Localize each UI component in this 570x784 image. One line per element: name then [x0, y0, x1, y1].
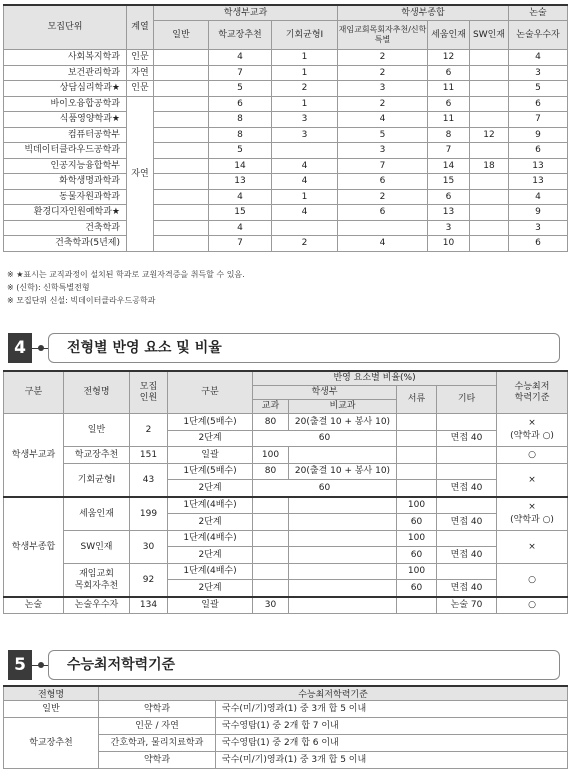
table-row [4, 189, 568, 205]
bullet-dot-icon [38, 662, 44, 668]
value: 60 [397, 547, 437, 564]
section-5-header [8, 650, 560, 680]
stage: 1단계(4배수) [168, 530, 253, 547]
min-score-table [3, 685, 568, 769]
cell-balance: 1 [272, 65, 338, 81]
value: 100 [397, 497, 437, 514]
cell-recommend: 5 [209, 143, 272, 159]
cell-sejong: 10 [428, 236, 470, 252]
cell-balance: 3 [272, 112, 338, 128]
cell-essay: 3 [509, 65, 568, 81]
header-subject: 교과 [253, 400, 289, 414]
row-refugee-name: 재임교회 목회자추천 [64, 563, 130, 597]
header-recommend: 학교장추천 [209, 21, 272, 50]
row-refugee-count: 92 [130, 563, 168, 597]
section-title: 수능최저학력기준 [48, 650, 560, 680]
stage: 2단계 [168, 430, 253, 447]
row-sejong-name: 세움인재 [64, 497, 130, 531]
cell-balance: 1 [272, 96, 338, 112]
row-recommend-name: 학교장추천 [64, 447, 130, 464]
value: 20(출결 10 + 봉사 10) [289, 414, 397, 431]
table-row [4, 205, 568, 221]
cell-balance: 4 [272, 158, 338, 174]
cell-general [154, 189, 209, 205]
value [437, 414, 497, 431]
cell-refugee: 3 [338, 81, 428, 97]
cell-balance: 3 [272, 127, 338, 143]
value: 면접 40 [437, 430, 497, 447]
cell-recommend: 4 [209, 50, 272, 66]
cell-essay: 13 [509, 174, 568, 190]
unit-name: 동물자원과학과 [4, 189, 127, 205]
cell-recommend: 8 [209, 127, 272, 143]
cell-recommend: 13 [209, 174, 272, 190]
value [397, 463, 437, 480]
cell-balance [272, 220, 338, 236]
value: 면접 40 [437, 480, 497, 497]
cell-essay: 6 [509, 96, 568, 112]
row-recommend-count: 151 [130, 447, 168, 464]
value [437, 463, 497, 480]
header-group-school: 학생부교과 [154, 5, 338, 21]
stage: 2단계 [168, 547, 253, 564]
cell-sw: 18 [470, 158, 509, 174]
row-sejong-min: × (약학과 ○) [497, 497, 568, 531]
cell-refugee: 4 [338, 236, 428, 252]
header-doc: 서류 [397, 386, 437, 414]
cell-general [154, 174, 209, 190]
header-name: 전형명 [4, 686, 99, 701]
cell-sejong: 6 [428, 65, 470, 81]
header-min: 수능최저 학력기준 [497, 371, 568, 414]
note-2: ※ (신학): 신학특별전형 [7, 283, 90, 292]
unit-name: 보건관리학과 [4, 65, 127, 81]
unit-name: 건축학과(5년제) [4, 236, 127, 252]
row-essay-name: 논술우수자 [64, 597, 130, 614]
stage: 일괄 [168, 597, 253, 614]
value [289, 530, 397, 547]
cell-sejong: 6 [428, 189, 470, 205]
cell-sw [470, 205, 509, 221]
cell-recommend: 15 [209, 205, 272, 221]
group-essay: 논술 [4, 597, 64, 614]
field: 인문 [127, 50, 154, 66]
unit-name: 환경디자인원예학과★ [4, 205, 127, 221]
cell-refugee: 6 [338, 174, 428, 190]
row-dept: 간호학과, 물리치료학과 [99, 735, 216, 752]
value [397, 447, 437, 464]
cell-sejong: 13 [428, 205, 470, 221]
cell-essay: 3 [509, 220, 568, 236]
value: 60 [253, 430, 397, 447]
field: 자연 [127, 65, 154, 81]
cell-sw [470, 174, 509, 190]
value: 면접 40 [437, 580, 497, 597]
table-row [4, 81, 568, 97]
header-group-essay: 논술 [509, 5, 568, 21]
cell-sw [470, 112, 509, 128]
value: 100 [397, 563, 437, 580]
header-general: 일반 [154, 21, 209, 50]
value [253, 497, 289, 514]
value: 60 [253, 480, 397, 497]
value [253, 547, 289, 564]
table-row [4, 65, 568, 81]
value [289, 580, 397, 597]
row-dept: 약학과 [99, 752, 216, 769]
value: 60 [397, 580, 437, 597]
row-recommend-min: ○ [497, 447, 568, 464]
cell-balance [272, 143, 338, 159]
stage: 2단계 [168, 514, 253, 531]
cell-sejong: 12 [428, 50, 470, 66]
header-nonsubject: 비교과 [289, 400, 397, 414]
stage: 2단계 [168, 580, 253, 597]
cell-essay: 7 [509, 112, 568, 128]
cell-recommend: 6 [209, 96, 272, 112]
cell-sw [470, 81, 509, 97]
header-type: 구분 [4, 371, 64, 414]
header-record: 학생부 [253, 386, 397, 400]
unit-name: 바이오융합공학과 [4, 96, 127, 112]
section-title: 전형별 반영 요소 및 비율 [48, 333, 560, 363]
table-row [4, 220, 568, 236]
value: 논술 70 [437, 597, 497, 614]
cell-balance: 2 [272, 236, 338, 252]
selection-ratio-table [3, 370, 568, 614]
table-row [4, 174, 568, 190]
value [437, 530, 497, 547]
group-comp: 학생부종합 [4, 497, 64, 597]
row-criterion: 국수(미/기)영과(1) 중 3개 합 5 이내 [216, 752, 568, 769]
header-sw: SW인재 [470, 21, 509, 50]
cell-essay: 4 [509, 189, 568, 205]
value: 20(출결 10 + 봉사 10) [289, 463, 397, 480]
value [437, 497, 497, 514]
cell-general [154, 236, 209, 252]
cell-sejong: 11 [428, 81, 470, 97]
value [289, 597, 397, 614]
header-refugee: 재임교회목회자추천/신학특별 [338, 21, 428, 50]
header-field: 계열 [127, 5, 154, 50]
cell-sw [470, 96, 509, 112]
cell-sejong: 6 [428, 96, 470, 112]
cell-sejong: 8 [428, 127, 470, 143]
header-name: 전형명 [64, 371, 130, 414]
value [397, 480, 437, 497]
cell-recommend: 7 [209, 65, 272, 81]
cell-general [154, 158, 209, 174]
cell-refugee: 4 [338, 112, 428, 128]
header-etc: 기타 [437, 386, 497, 414]
cell-balance: 1 [272, 189, 338, 205]
cell-sejong: 7 [428, 143, 470, 159]
value [437, 563, 497, 580]
row-essay-min: ○ [497, 597, 568, 614]
value [437, 447, 497, 464]
row-general-criterion: 국수(미/기)영과(1) 중 3개 합 5 이내 [216, 701, 568, 718]
cell-general [154, 81, 209, 97]
unit-name: 인공지능융합학부 [4, 158, 127, 174]
cell-essay: 6 [509, 236, 568, 252]
row-sejong-count: 199 [130, 497, 168, 531]
cell-refugee: 6 [338, 205, 428, 221]
section-number: 4 [8, 333, 32, 363]
field-nature: 자연 [127, 96, 154, 251]
table-row [4, 50, 568, 66]
section-number: 5 [8, 650, 32, 680]
cell-refugee: 2 [338, 65, 428, 81]
cell-general [154, 220, 209, 236]
table-row [4, 96, 568, 112]
row-sw-name: SW인재 [64, 530, 130, 563]
value: 80 [253, 463, 289, 480]
table-row [4, 112, 568, 128]
value [397, 597, 437, 614]
value: 30 [253, 597, 289, 614]
cell-sw [470, 65, 509, 81]
header-ratio: 반영 요소별 비율(%) [253, 371, 497, 386]
cell-sw [470, 143, 509, 159]
cell-refugee: 2 [338, 189, 428, 205]
row-general-name: 일반 [64, 414, 130, 447]
cell-refugee: 2 [338, 96, 428, 112]
value [397, 430, 437, 447]
stage: 1단계(4배수) [168, 563, 253, 580]
table-row [4, 236, 568, 252]
row-criterion: 국수영탐(1) 중 2개 합 6 이내 [216, 735, 568, 752]
cell-refugee [338, 220, 428, 236]
cell-general [154, 96, 209, 112]
cell-general [154, 50, 209, 66]
unit-name: 컴퓨터공학부 [4, 127, 127, 143]
unit-name: 화학생명과학과 [4, 174, 127, 190]
cell-balance: 2 [272, 81, 338, 97]
value [289, 563, 397, 580]
cell-recommend: 5 [209, 81, 272, 97]
value [253, 514, 289, 531]
cell-essay: 5 [509, 81, 568, 97]
unit-name: 식품영양학과★ [4, 112, 127, 128]
table-row [4, 158, 568, 174]
header-min: 수능최저학력기준 [99, 686, 568, 701]
row-refugee-min: ○ [497, 563, 568, 597]
row-sw-min: × [497, 530, 568, 563]
cell-refugee: 3 [338, 143, 428, 159]
stage: 2단계 [168, 480, 253, 497]
value: 80 [253, 414, 289, 431]
notes [7, 268, 245, 307]
unit-name: 사회복지학과 [4, 50, 127, 66]
unit-name: 건축학과 [4, 220, 127, 236]
cell-sw [470, 50, 509, 66]
row-general-dept: 약학과 [99, 701, 216, 718]
bullet-dot-icon [38, 345, 44, 351]
value: 100 [253, 447, 289, 464]
cell-balance: 1 [272, 50, 338, 66]
cell-balance: 4 [272, 174, 338, 190]
header-balance: 기회균형Ⅰ [272, 21, 338, 50]
row-general-min: × (약학과 ○) [497, 414, 568, 447]
cell-balance: 4 [272, 205, 338, 221]
cell-general [154, 205, 209, 221]
row-general-count: 2 [130, 414, 168, 447]
section-4-header [8, 333, 560, 363]
cell-essay: 9 [509, 205, 568, 221]
header-stage: 구분 [168, 371, 253, 414]
value [253, 563, 289, 580]
cell-essay: 9 [509, 127, 568, 143]
row-balance-count: 43 [130, 463, 168, 497]
cell-sejong: 14 [428, 158, 470, 174]
cell-sw [470, 220, 509, 236]
cell-general [154, 112, 209, 128]
stage: 1단계(5배수) [168, 463, 253, 480]
unit-name: 빅데이터클라우드공학과 [4, 143, 127, 159]
value: 면접 40 [437, 547, 497, 564]
cell-refugee: 2 [338, 50, 428, 66]
header-group-comp: 학생부종합 [338, 5, 509, 21]
stage: 일괄 [168, 447, 253, 464]
cell-essay: 6 [509, 143, 568, 159]
cell-sw: 12 [470, 127, 509, 143]
cell-recommend: 7 [209, 236, 272, 252]
row-sw-count: 30 [130, 530, 168, 563]
row-general-name: 일반 [4, 701, 99, 718]
table-row [4, 143, 568, 159]
row-recommend-name: 학교장추천 [4, 718, 99, 769]
value [289, 447, 397, 464]
cell-sejong: 3 [428, 220, 470, 236]
cell-general [154, 127, 209, 143]
cell-recommend: 8 [209, 112, 272, 128]
recruitment-table [3, 4, 568, 252]
row-criterion: 국수영탐(1) 중 2개 합 7 이내 [216, 718, 568, 735]
stage: 1단계(5배수) [168, 414, 253, 431]
value [397, 414, 437, 431]
group-school: 학생부교과 [4, 414, 64, 497]
cell-sejong: 11 [428, 112, 470, 128]
cell-general [154, 143, 209, 159]
stage: 1단계(4배수) [168, 497, 253, 514]
cell-sw [470, 236, 509, 252]
header-essay: 논술우수자 [509, 21, 568, 50]
cell-recommend: 4 [209, 189, 272, 205]
row-balance-name: 기회균형Ⅰ [64, 463, 130, 497]
header-sejong: 세움인재 [428, 21, 470, 50]
header-count: 모집 인원 [130, 371, 168, 414]
value [289, 514, 397, 531]
header-unit: 모집단위 [4, 5, 127, 50]
cell-recommend: 14 [209, 158, 272, 174]
value: 면접 40 [437, 514, 497, 531]
value [289, 497, 397, 514]
cell-recommend: 4 [209, 220, 272, 236]
row-balance-min: × [497, 463, 568, 497]
row-dept: 인문 / 자연 [99, 718, 216, 735]
table-row [4, 127, 568, 143]
cell-essay: 4 [509, 50, 568, 66]
note-1: ※ ★표시는 교직과정이 설치된 학과로 교원자격증을 취득할 수 있음. [7, 270, 245, 279]
note-3: ※ 모집단위 신설: 빅데이터클라우드공학과 [7, 296, 156, 305]
value: 60 [397, 514, 437, 531]
cell-sw [470, 189, 509, 205]
unit-name: 상담심리학과★ [4, 81, 127, 97]
value [289, 547, 397, 564]
value [253, 580, 289, 597]
cell-essay: 13 [509, 158, 568, 174]
cell-refugee: 7 [338, 158, 428, 174]
value [253, 530, 289, 547]
cell-general [154, 65, 209, 81]
value: 100 [397, 530, 437, 547]
field: 인문 [127, 81, 154, 97]
cell-sejong: 15 [428, 174, 470, 190]
row-essay-count: 134 [130, 597, 168, 614]
cell-refugee: 5 [338, 127, 428, 143]
